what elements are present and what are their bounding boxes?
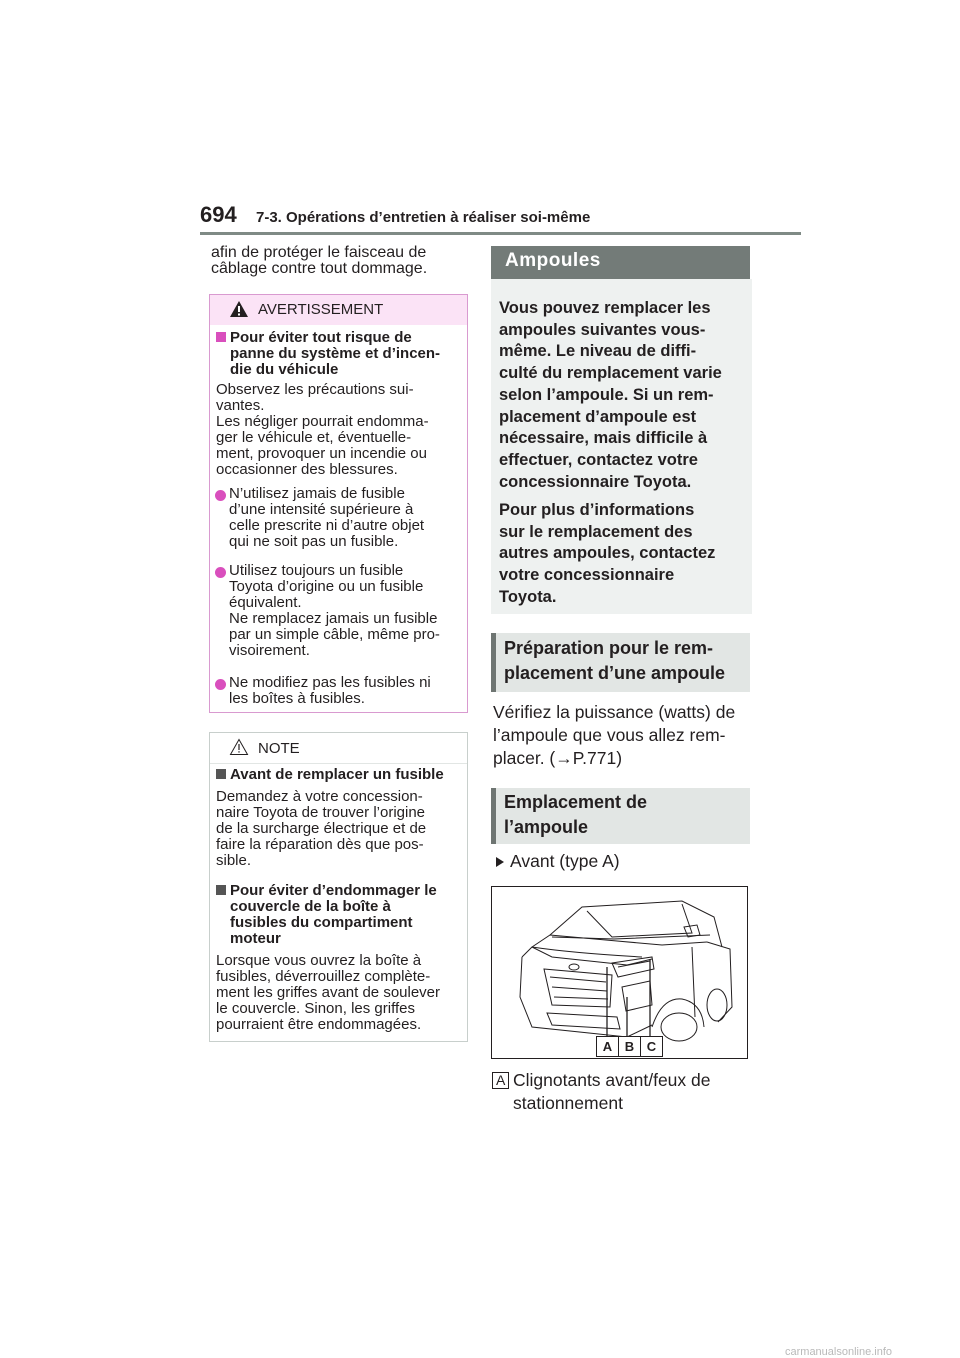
intro-line: afin de protéger le faisceau de (211, 244, 427, 261)
bullet-dot-icon (215, 567, 226, 578)
footer-watermark: carmanualsonline.info (785, 1346, 893, 1358)
square-bullet-icon (216, 769, 226, 779)
figure-label-a: A (596, 1036, 619, 1057)
warning-bullet-3: Ne modifiez pas les fusibles ni les boîtes à fusibles. (229, 674, 431, 707)
triangle-bullet-icon (494, 855, 506, 869)
square-bullet-icon (216, 332, 226, 342)
car-front-illustration (491, 886, 748, 1059)
legend-text: Clignotants avant/feux de stationnement (513, 1070, 711, 1113)
legend-tag-a: A (492, 1072, 509, 1089)
note-paragraph-2: Lorsque vous ouvrez la boîte à fusibles, déverrouillez complète- ment les griffes avant de soulever le couvercle. Sinon, les griffes pourraient être endommagées. (216, 952, 441, 1033)
warning-paragraph: Observez les précautions sui- vantes. Les négliger pourrait endomma- ger le véhicule et, éventuelle- ment, provoquer un incendie ou occasionner des blessures. (216, 381, 429, 478)
page-reference-link[interactable]: P.771 (572, 748, 617, 768)
bullet-dot-icon (215, 679, 226, 690)
intro-line: câblage contre tout dommage. (211, 260, 428, 277)
intro-text (211, 245, 471, 277)
square-bullet-icon (216, 885, 226, 895)
header-rule (200, 232, 801, 235)
bullet-dot-icon (215, 490, 226, 501)
note-paragraph-1: Demandez à votre concession- naire Toyota de trouver l’origine de la surcharge électrique et de faire la réparation dès que pos- sible. (216, 788, 427, 869)
preparation-text: Vérifiez la puissance (watts) de l’ampoule que vous allez rem- placer. (→P.771) (493, 702, 736, 768)
ampoules-paragraph-1: Vous pouvez remplacer les ampoules suivantes vous- même. Le niveau de diffi- culté du remplacement varie selon l’ampoule. Si un rem- placement d’ampoule est nécessaire, mais difficile à effectuer, contactez votre concessionnaire Toyota. (499, 299, 722, 491)
car-drawing (492, 887, 747, 1058)
note-heading-2: Pour éviter d’endommager le couvercle de la boîte à fusibles du compartiment moteur (216, 883, 466, 947)
ampoules-paragraph-2: Pour plus d’informations sur le remplacement des autres ampoules, contactez votre concessionnaire Toyota. (499, 501, 716, 606)
warning-title: AVERTISSEMENT (258, 301, 384, 318)
note-heading-1: Avant de remplacer un fusible (216, 767, 466, 783)
warning-bullet-2: Utilisez toujours un fusible Toyota d’origine ou un fusible équivalent. Ne remplacez jamais un fusible par un simple câble, même pro- visoirement. (229, 562, 440, 659)
subitem-label: Avant (type A) (510, 851, 620, 871)
caution-triangle-icon (229, 738, 249, 756)
emplacement-title: Emplacement de l’ampoule (504, 792, 648, 837)
warning-heading: Pour éviter tout risque de panne du système et d’incen- die du véhicule (216, 330, 466, 378)
section-title: 7-3. Opérations d’entretien à réaliser soi-même (256, 209, 591, 226)
warning-triangle-icon (229, 300, 249, 318)
figure-label-b: B (618, 1036, 641, 1057)
figure-label-c: C (640, 1036, 663, 1057)
arrow-icon: → (555, 748, 573, 768)
preparation-title: Préparation pour le rem- placement d’une ampoule (504, 638, 726, 683)
note-title: NOTE (258, 740, 300, 757)
ampoules-title: Ampoules (505, 250, 601, 271)
page-number: 694 (200, 202, 237, 227)
warning-bullet-1: N’utilisez jamais de fusible d’une intensité supérieure à celle prescrite ni d’autre objet qui ne soit pas un fusible. (229, 485, 425, 550)
